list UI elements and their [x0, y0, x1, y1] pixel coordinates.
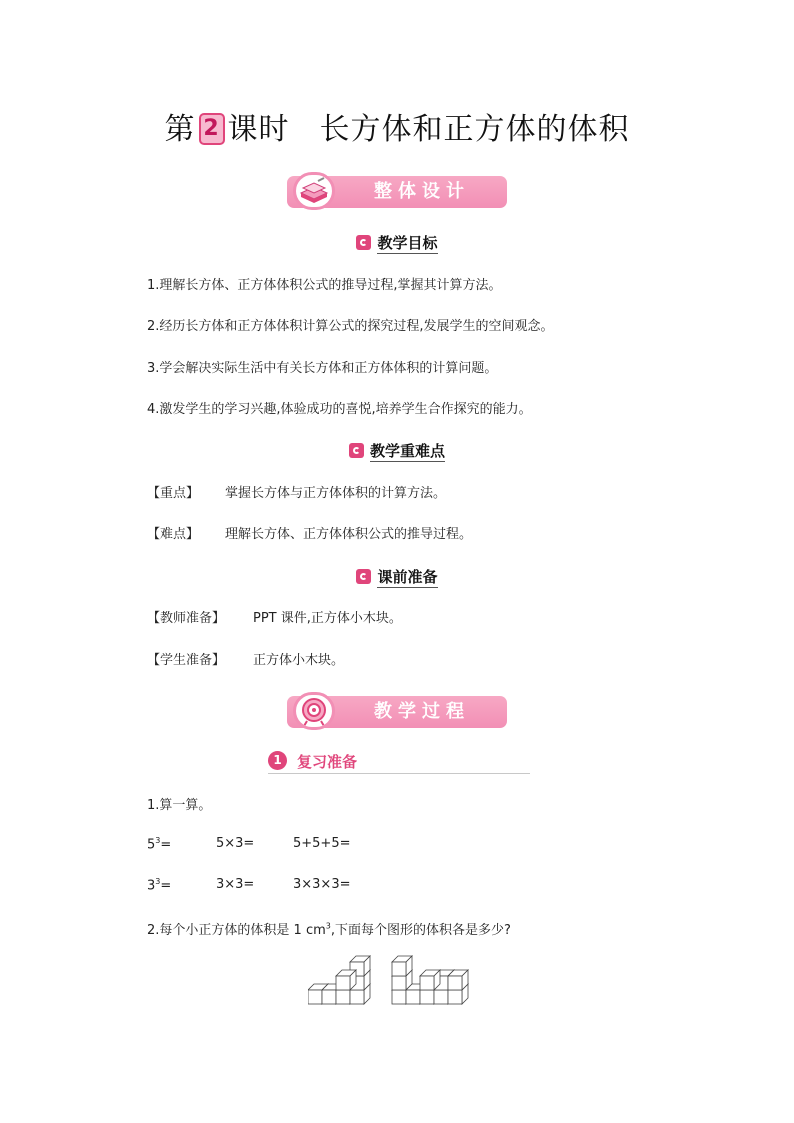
goal-item: 2.经历长方体和正方体体积计算公式的探究过程,发展学生的空间观念。 — [147, 319, 554, 334]
goal-item: 3.学会解决实际生活中有关长方体和正方体体积的计算问题。 — [147, 361, 498, 376]
banner-label: 教学过程 — [374, 701, 470, 722]
student-prep-text: 正方体小木块。 — [253, 653, 345, 668]
teaching-process-banner — [287, 696, 507, 728]
product-expr: 5×3= — [216, 836, 255, 851]
lesson-number-badge: 2 — [199, 113, 225, 145]
product-expr: 3×3= — [216, 877, 255, 892]
goal-item: 1.理解长方体、正方体体积公式的推导过程,掌握其计算方法。 — [147, 278, 502, 293]
cube-figures — [308, 950, 488, 1010]
question-2-text: 2.每个小正方体的体积是 1 cm — [147, 923, 326, 938]
title-name: 长方体和正方体的体积 — [319, 112, 630, 147]
review-section-header — [268, 749, 530, 774]
section-heading-key-points — [0, 440, 794, 462]
focus-text: 掌握长方体与正方体体积的计算方法。 — [225, 486, 447, 501]
section-heading-goals — [0, 232, 794, 254]
section-heading-label: 教学目标 — [377, 234, 438, 252]
sum-expr: 5+5+5= — [293, 836, 351, 851]
section-heading-label: 教学重难点 — [369, 442, 445, 460]
difficulty-row — [147, 523, 473, 542]
teacher-prep-tag: 【教师准备】 — [147, 611, 226, 626]
power-base: 5 — [147, 837, 156, 853]
power-base: 3 — [147, 878, 156, 894]
power-exponent: 3 — [155, 836, 161, 845]
triple-product-expr: 3×3×3= — [293, 877, 351, 892]
unit-exponent: 3 — [325, 921, 331, 931]
bookmark-icon — [349, 443, 364, 458]
banner-label: 整体设计 — [374, 181, 470, 202]
equals-sign: = — [160, 837, 172, 853]
question-1: 1.算一算。 — [147, 798, 212, 813]
question-2 — [147, 919, 511, 938]
section-heading-label: 课前准备 — [377, 568, 438, 586]
teacher-prep-text: PPT 课件,正方体小木块。 — [253, 611, 402, 626]
calc-row-2 — [147, 877, 351, 894]
title-suffix: 课时 — [227, 112, 290, 147]
equals-sign: = — [160, 878, 172, 894]
step-number-badge: 1 — [268, 751, 287, 770]
student-prep-tag: 【学生准备】 — [147, 653, 226, 668]
target-icon — [293, 692, 335, 730]
power-exponent: 3 — [155, 877, 161, 886]
bookmark-icon — [356, 569, 371, 584]
cube-figure-right — [392, 956, 468, 1004]
difficulty-tag: 【难点】 — [147, 527, 200, 542]
review-heading: 复习准备 — [297, 753, 358, 771]
teacher-prep-row — [147, 607, 402, 626]
page-title — [0, 104, 794, 148]
title-prefix: 第 — [164, 112, 196, 147]
overall-design-banner — [287, 176, 507, 208]
power-expr — [147, 877, 171, 893]
section-heading-preparation — [0, 566, 794, 588]
goal-item: 4.激发学生的学习兴趣,体验成功的喜悦,培养学生合作探究的能力。 — [147, 402, 532, 417]
power-expr — [147, 836, 171, 852]
student-prep-row — [147, 649, 345, 668]
difficulty-text: 理解长方体、正方体体积公式的推导过程。 — [225, 527, 473, 542]
focus-row — [147, 482, 447, 501]
stacked-books-icon — [293, 172, 335, 210]
bookmark-icon — [356, 235, 371, 250]
cube-figure-left — [308, 956, 370, 1004]
question-2-rest: ,下面每个图形的体积各是多少? — [330, 923, 511, 938]
calc-row-1 — [147, 836, 351, 853]
focus-tag: 【重点】 — [147, 486, 200, 501]
